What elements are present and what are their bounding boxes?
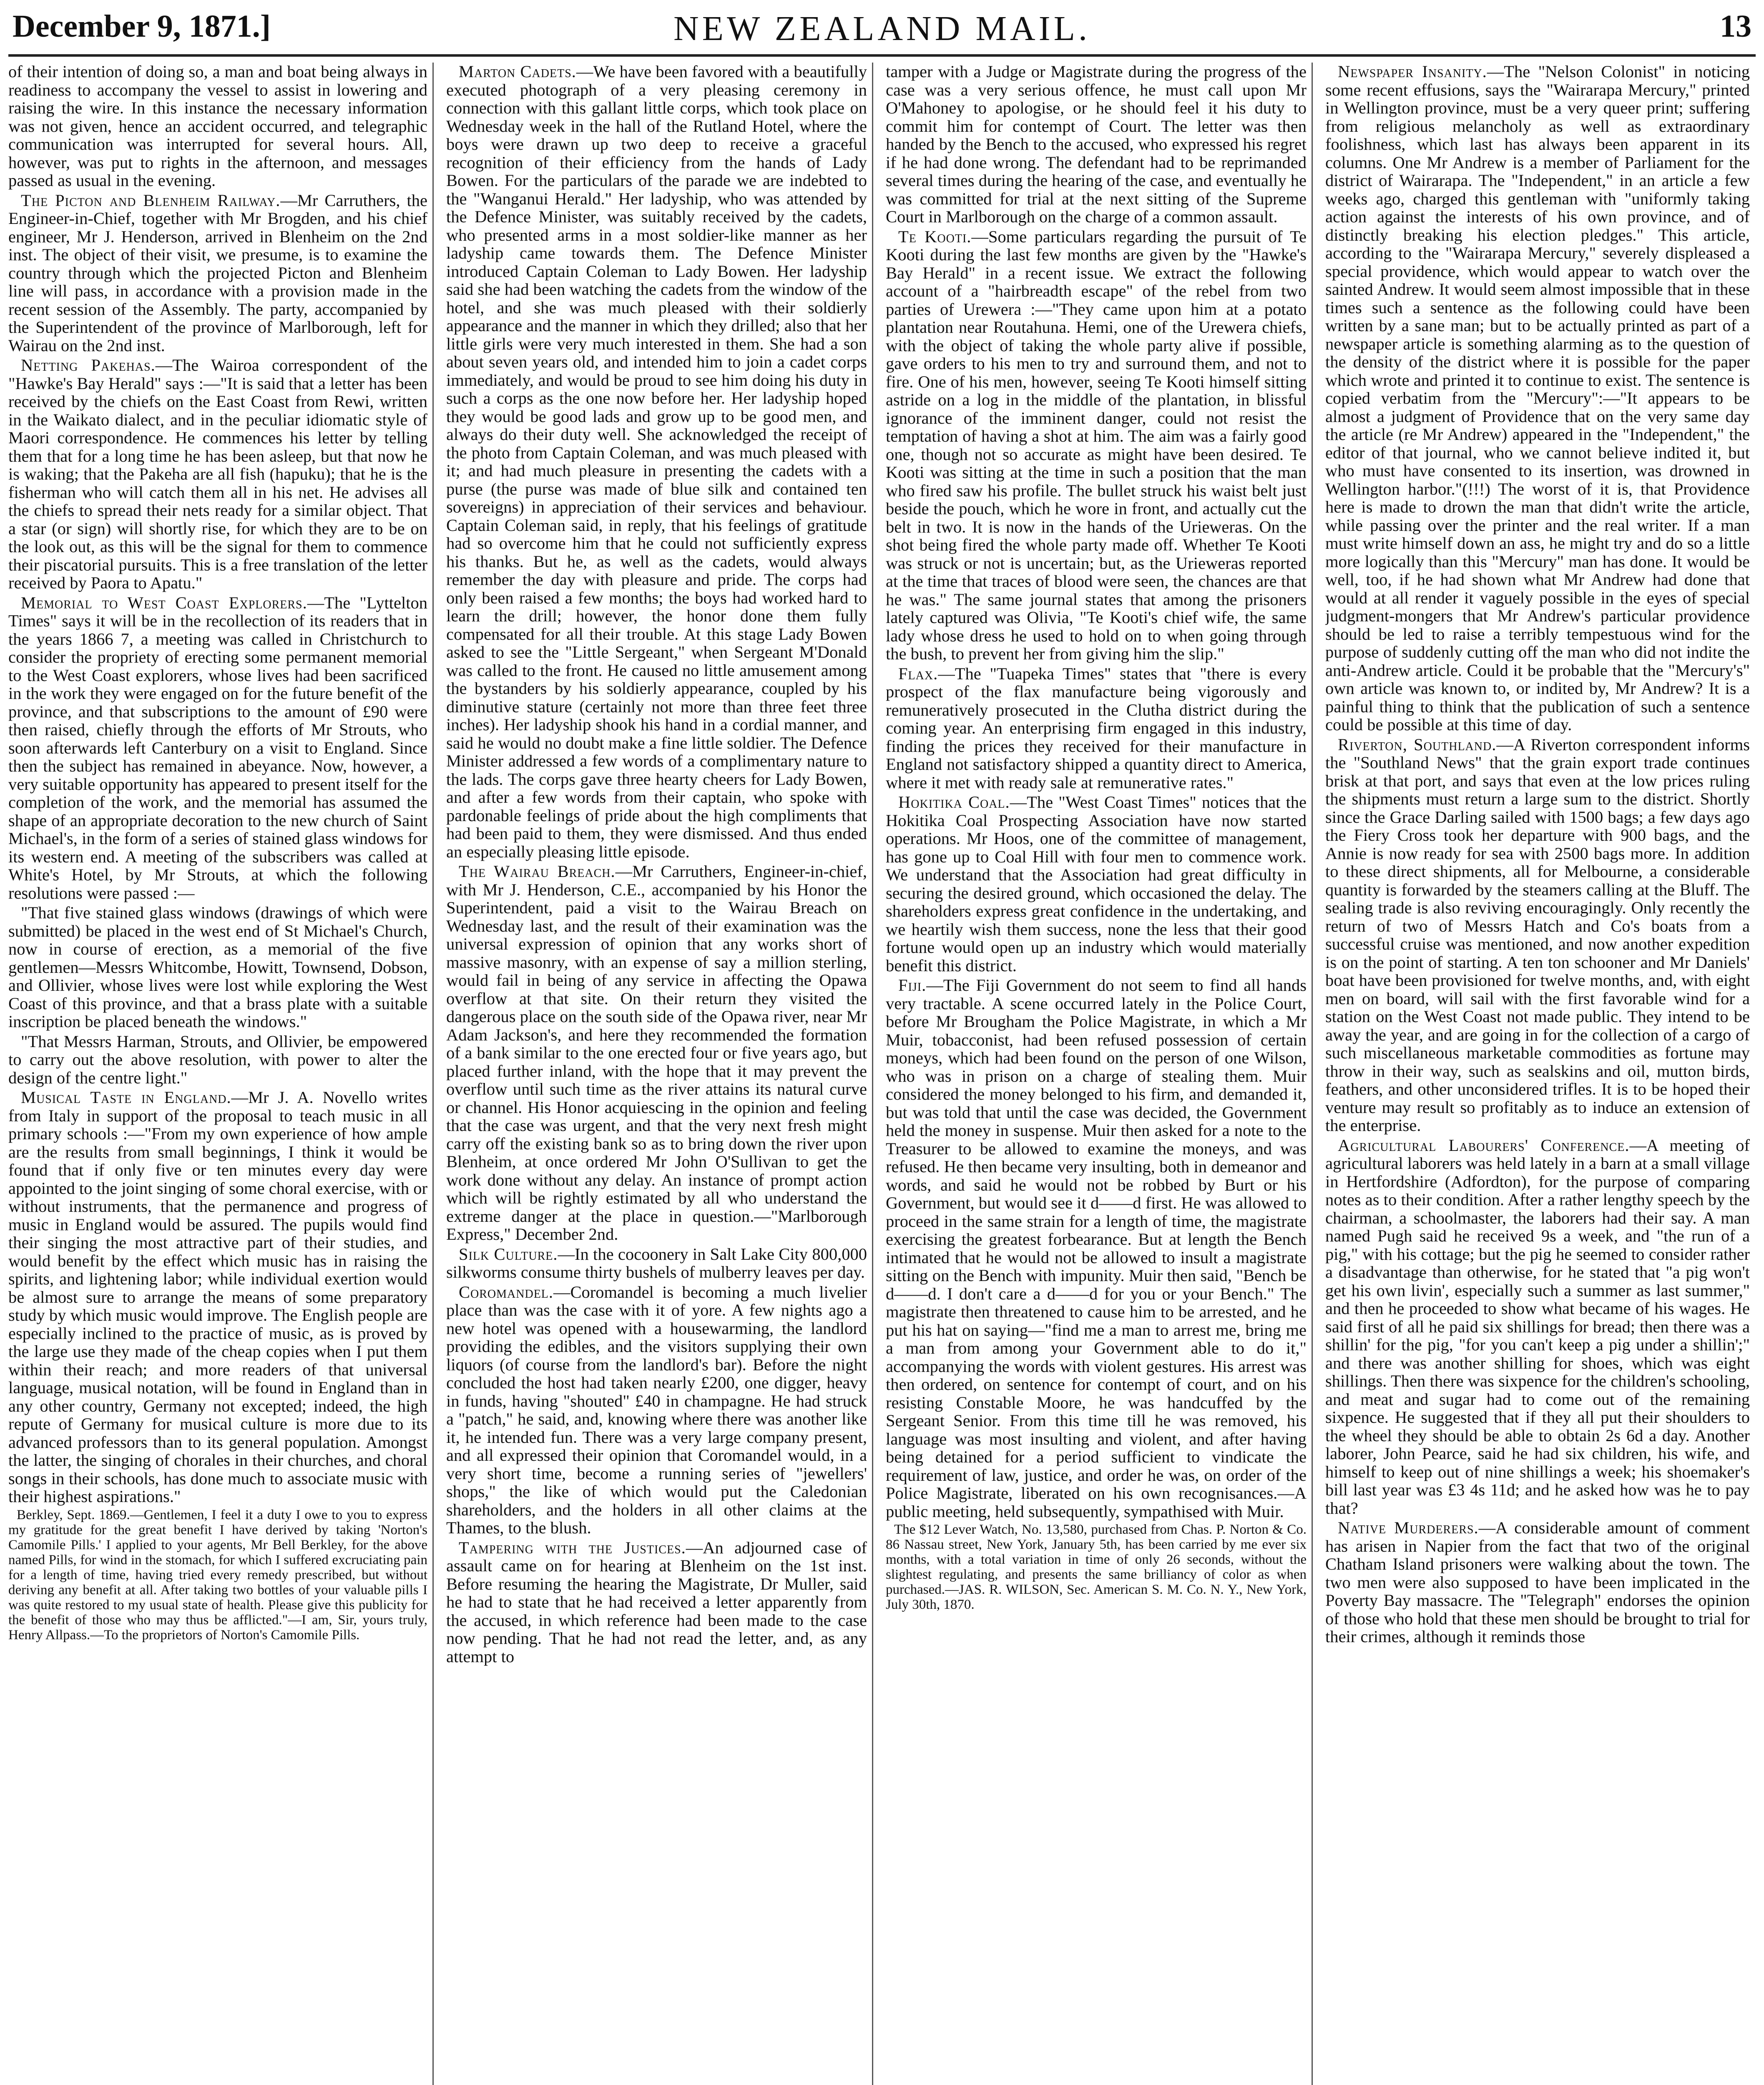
article-heading: Flax. (898, 664, 938, 683)
article-body: —We have been favored with a beautifully executed photograph of a very pleasing ceremony in connection with this gallant little corps, which took place on Wednesday week in the hall of the Rutland Hotel, where the boys were drawn up two deep to receive a graceful recognition of their efficiency from the hands of Lady Bowen. For the particulars of the parade we are indebted to the "Wanganui Herald." Her ladyship, who was attended by the Defence Minister, was suitably received by the cadets, who presented arms in a most soldier-like manner as her ladyship came towards them. The Defence Minister introduced Captain Coleman to Lady Bowen. Her ladyship said she had been watching the cadets from the window of the hotel, and she was much pleased with their soldierly appearance and the manner in which they drilled; also that her little girls were very much interested in them. She had a son about seven years old, and intended him to join a cadet corps immediately, and would be proud to see him doing his duty in such a corps as the one now before her. Her ladyship hoped they would be good lads and grow up to be good men, and always do their duty well. She acknowledged the receipt of the photo from Captain Coleman, and was much pleased with it; and had much pleasure in presenting the cadets with a purse (the purse was made of blue silk and contained ten sovereigns) in appreciation of their services and behaviour. Captain Coleman said, in reply, that his feelings of gratitude had so overcome him that he could not sufficiently express his thanks. But he, as well as the cadets, would always remember the day with pleasure and pride. The corps had only been raised a few months; the boys had worked hard to learn the drill; however, the honor done them fully compensated for all their trouble. At this stage Lady Bowen asked to see the "Little Sergeant," when Sergeant M'Donald was called to the front. He caused no little amusement among the bystanders by his soldierly appearance, coupled by his diminutive stature (certainly not more than three feet three inches). Her ladyship shook his hand in a cordial manner, and said he would no doubt make a fine little soldier. The Defence Minister addressed a few words of a complimentary nature to the lads. The corps gave three hearty cheers for Lady Bowen, and after a few words from their captain, who spoke with pardonable feelings of pride about the high compliments that had been paid to them, they were dismissed. And thus ended an especially pleasing little episode. (446, 63, 867, 861)
article-tampering-justices (446, 1539, 867, 1666)
article-te-kooti (886, 228, 1307, 663)
masthead (13, 8, 1751, 50)
article-body: —In the cocoonery in Salt Lake City 800,000 silkworms consume thirty bushels of mulberry leaves per day. (446, 1244, 867, 1281)
article-heading: Fiji. (898, 976, 927, 995)
article-body: —A Riverton correspondent informs the "Southland News" that the grain export trade continues brisk at that port, and says that even at the low prices ruling the shipments must return a large sum to the district. Shortly since the Grace Darling sailed with 1500 bags; a few days ago the Fiery Cross took her departure with 900 bags, and the Annie is now ready for sea with 2500 bags more. In addition to these direct shipments, all for Melbourne, a considerable quantity is forwarded by the steamers calling at the Bluff. The sealing trade is also reviving encouragingly. Only recently the return of two of Messrs Hatch and Co's boats from a successful cruise was mentioned, and now another expedition is on the point of starting. A ten ton schooner and Mr Daniels' boat have been provisioned for twelve months, and, with eight men on board, will sail with the first favorable wind for a station on the West Coast not made public. They intend to be away the year, and are going in for the collection of a cargo of such miscellaneous marketable commodities as fortune may throw in their way, such as sealskins and oil, mutton birds, feathers, and other unconsidered trifles. It is to be hoped their venture may result so profitably as to induce an extension of the enterprise. (1325, 735, 1750, 1135)
article-heading: Te Kooti. (898, 227, 972, 246)
article-columns (8, 63, 1756, 2085)
newspaper-title: NEW ZEALAND MAIL. (673, 9, 1091, 48)
article-body: —The "Lyttelton Times" says it will be in the recollection of its readers that in the years 1866 7, a meeting was called in Christchurch to consider the propriety of erecting some permanent memorial to the West Coast explorers, whose lives had been sacrificed in the work they were engaged on for the future benefit of the province, and that subscriptions to the amount of £90 were then raised, chiefly through the efforts of Mr Strouts, who soon afterwards left Canterbury on a visit to England. Since then the subject has remained in abeyance. Now, however, a very suitable opportunity has appeared to present itself for the completion of the work, and the memorial has assumed the shape of an appropriate decoration to the new church of Saint Michael's, in the form of a series of stained glass windows for its western end. A meeting of the subscribers was called at White's Hotel, by Mr Strouts, at which the following resolutions were passed :— (8, 593, 427, 902)
article-heading: Riverton, Southland. (1338, 735, 1497, 754)
article-heading: Coromandel. (459, 1282, 554, 1301)
article-heading: The Picton and Blenheim Railway. (21, 191, 281, 210)
article-marton-cadets (446, 63, 867, 861)
article-body: —Mr Carruthers, the Engineer-in-Chief, together with Mr Brogden, and his chief engineer, Mr J. Henderson, arrived in Blenheim on the 2nd inst. The object of their visit, we presume, is to examine the country through which the projected Picton and Blenheim line will pass, in accordance with a provision made in the recent session of the Assembly. The party, accompanied by the Superintendent of the province of Marlborough, left for Wairau on the 2nd inst. (8, 191, 427, 355)
article-heading: Silk Culture. (459, 1244, 558, 1264)
article-heading: Netting Pakehas. (21, 356, 156, 374)
issue-date: December 9, 1871.] (13, 9, 271, 44)
article-heading: Tampering with the Justices. (459, 1538, 686, 1557)
article-heading: Newspaper Insanity. (1338, 63, 1487, 81)
article-heading: Musical Taste in England. (21, 1088, 231, 1107)
resolution-quote: "That Messrs Harman, Strouts, and Ollivier, be empowered to carry out the above resolution, with power to alter the design of the centre light." (8, 1032, 427, 1087)
page-number: 13 (1720, 9, 1751, 44)
article-heading: Memorial to West Coast Explorers. (21, 593, 307, 612)
article-body: —The "Tuapeka Times" states that "there is every prospect of the flax manufacture being vigorously and remuneratively prosecuted in the Clutha district during the coming year. An enterprising firm engaged in this industry, finding the prices they received for their manufacture in England not satisfactory shipped a quantity direct to America, where it met with ready sale at remunerative rates." (886, 664, 1307, 792)
article-wairau-breach (446, 862, 867, 1243)
article-coromandel (446, 1283, 867, 1537)
article-hokitika-coal (886, 793, 1307, 975)
article-paragraph: of their intention of doing so, a man and boat being always in readiness to accompany the vessel to assist in lowering and raising the wire. In this instance the necessary information was not given, hence an accident occurred, and telegraphic communication was interrupted for several hours. All, however, was put to rights in the afternoon, and messages passed as usual in the evening. (8, 63, 427, 190)
article-heading: Agricultural Labourers' Conference. (1338, 1135, 1630, 1155)
column-1 (8, 63, 434, 2085)
article-body: —Coromandel is becoming a much livelier place than was the case with it of yore. A few nights ago a new hotel was opened with a housewarming, the landlord providing the edibles, and the visitors supplying their own liquors (of course from the landlord's bar). Before the night concluded the host had taken nearly £200, one digger, heavy in funds, having "shouted" £40 in champagne. He had struck a "patch," he said, and, knowing where there was another like it, he intended fun. There was a very large company present, and all expressed their opinion that Coromandel would, in a very short time, become a running series of "jewellers' shops," the like of which would put the Caledonian shareholders, and the holders in all other claims at the Thames, to the blush. (446, 1282, 867, 1537)
article-riverton-southland (1325, 736, 1750, 1135)
article-heading: Native Murderers. (1338, 1518, 1479, 1537)
article-heading: Hokitika Coal. (898, 793, 1010, 811)
article-musical-taste (8, 1088, 427, 1506)
article-body: —An adjourned case of assault came on for hearing at Blenheim on the 1st inst. Before resuming the hearing the Magistrate, Dr Muller, said he had to state that he had received a letter apparently from the accused, in which reference had been made to the case now pending. That he had not read the letter, and, as any attempt to (446, 1538, 867, 1666)
article-heading: The Wairau Breach. (459, 862, 616, 881)
masthead-rule (8, 54, 1756, 57)
article-agricultural-labourers (1325, 1136, 1750, 1517)
column-4 (1325, 63, 1755, 2085)
article-body: —The "West Coast Times" notices that the Hokitika Coal Prospecting Association have now started operations. Mr Hoos, one of the committee of management, has gone up to Coal Hill with four men to commence work. We understand that the Association had great difficulty in securing the desired ground, which occasioned the delay. The shareholders express great confidence in the undertaking, and we heartily wish them success, none the less that their good fortune would open up an industry which would materially benefit this district. (886, 793, 1307, 975)
article-heading: Marton Cadets. (459, 63, 576, 81)
article-flax (886, 665, 1307, 792)
advertisement-lever-watch: The $12 Lever Watch, No. 13,580, purchased from Chas. P. Norton & Co. 86 Nassau street, New York, January 5th, has been carried by me ever six months, with a total variation in time of only 26 seconds, without the slightest regulating, and presents the same brilliancy of color as when purchased.—JAS. R. WILSON, Sec. American S. M. Co. N. Y., New York, July 30th, 1870. (886, 1522, 1307, 1612)
article-silk-culture (446, 1245, 867, 1281)
article-native-murderers (1325, 1519, 1750, 1646)
article-newspaper-insanity (1325, 63, 1750, 734)
article-body: —The Fiji Government do not seem to find all hands very tractable. A scene occurred lately in the Police Court, before Mr Brougham the Police Magistrate, in which a Mr Muir, tobacconist, had been refused possession of certain moneys, which had been found on the person of one Wilson, who was in prison on a charge of stealing them. Muir considered the money belonged to his firm, and demanded it, but was told that until the case was decided, the Government held the money in suspense. Muir then asked for a note to the Treasurer to be allowed to examine the moneys, and was refused. He then became very insulting, both in demeanor and words, and said he would not be robbed by Burt or his Government, but would see it d——d first. He was allowed to proceed in the same strain for a length of time, the magistrate exercising the greatest forbearance. But at length the Bench intimated that he would not be allowed to insult a magistrate sitting on the Bench with impunity. Muir then said, "Bench be d——d. I don't care a d——d for you or your Bench." The magistrate then threatened to cause him to be arrested, and he put his hat on saying—"find me a man to arrest me, bring me a man from among your Government able to do it," accompanying the words with violent gestures. His arrest was then ordered, on sentence for contempt of court, and on his resisting Constable Moore, he was handcuffed by the Sergeant Senior. From this time till he was removed, his language was most insulting and violent, and after having being detained for a period sufficient to vindicate the requirement of law, justice, and order he was, on order of the Police Magistrate, liberated on his own recognisances.—A public meeting, held subsequently, sympathised with Muir. (886, 976, 1307, 1521)
article-paragraph: tamper with a Judge or Magistrate during the progress of the case was a very serious offence, he must call upon Mr O'Mahoney to apologise, or he should feel it his duty to commit him for contempt of Court. The letter was then handed by the Bench to the accused, who expressed his regret if he had done wrong. The defendant had to be reprimanded several times during the hearing of the case, and eventually he was committed for trial at the next sitting of the Supreme Court in Marlborough on the charge of a common assault. (886, 63, 1307, 226)
article-picton-blenheim-railway (8, 191, 427, 355)
column-2 (446, 63, 873, 2085)
article-body: —A considerable amount of comment has arisen in Napier from the fact that two of the original Chatham Island prisoners were walking about the town. The two men were also supposed to have been implicated in the Poverty Bay massacre. The "Telegraph" endorses the opinion of those who hold that these men should be brought to trial for their crimes, although it reminds those (1325, 1518, 1750, 1646)
article-body: —Mr J. A. Novello writes from Italy in support of the proposal to teach music in all primary schools :—"From my own experience of how ample are the results from small beginnings, I think it would be found that if only five or ten minutes every day were appointed to the joint singing of some choral exercise, with or without instruments, that the permanence and progress of music in England would be assured. The pupils would find their singing the most attractive part of their studies, and would benefit by the effect which music has in raising the spirits, and lightening labor; while individual exertion would be almost sure to arrange the means of some preparatory study by which music would improve. The English people are especially inclined to the practice of music, as is proved by the large use they made of the cheap copies when I put them within their reach; and more readers of that universal language, musical notation, will be found in England than in any other country, Germany not excepted; indeed, the high repute of Germany for musical culture is more due to its advanced professors than to its general population. Amongst the latter, the singing of chorales in their churches, and choral songs in their schools, has done much to associate music with their highest aspirations." (8, 1088, 427, 1506)
resolution-quote: "That five stained glass windows (drawings of which were submitted) be placed in the west end of St Michael's Church, now in course of erection, as a memorial of the five gentlemen—Messrs Whitcombe, Howitt, Townsend, Dobson, and Ollivier, whose lives were lost while exploring the West Coast of this province, and that a brass plate with a suitable inscription be placed beneath the windows." (8, 903, 427, 1031)
article-fiji (886, 976, 1307, 1520)
article-west-coast-memorial (8, 594, 427, 902)
article-netting-pakehas (8, 356, 427, 592)
advertisement-camomile-pills: Berkley, Sept. 1869.—Gentlemen, I feel it a duty I owe to you to express my gratitude for the great benefit I have derived by taking 'Norton's Camomile Pills.' I applied to your agents, Mr Bell Berkley, for the above named Pills, for wind in the stomach, for which I suffered excruciating pain for a length of time, having tried every remedy prescribed, but without deriving any benefit at all. After taking two bottles of your valuable pills I was quite restored to my usual state of health. Please give this publicity for the benefit of those who may thus be afflicted."—I am, Sir, yours truly, Henry Allpass.—To the proprietors of Norton's Camomile Pills. (8, 1507, 427, 1643)
article-body: —A meeting of agricultural laborers was held lately in a barn at a small village in Hertfordshire (Adfordton), for the purpose of comparing notes as to their condition. After a rather lengthy speech by the chairman, a schoolmaster, the laborers had their say. A man named Pugh said he received 9s a week, and "the run of a pig," with his cottage; but the pig he seemed to consider rather a disadvantage than otherwise, for he stated that "a pig won't get his own livin', especially such a summer as last summer," and then he proceeded to show what became of his wages. He said first of all he paid six shillings for bread; then there was a shillin' for the pig, "for you can't keep a pig under a shillin';" and there was another shilling for shoes, which was eight shillings. Then there was sixpence for the children's schooling, and meat and sugar had to come out of the remaining sixpence. He suggested that if they all put their shoulders to the wheel they should be able to obtain 2s 6d a day. Another laborer, John Pearce, said he had six children, his wife, and himself to keep out of nine shillings a week; his shoemaker's bill last year was £3 4s 11d; and he asked how was he to pay that? (1325, 1135, 1750, 1517)
column-3 (886, 63, 1313, 2085)
article-body: —Some particulars regarding the pursuit of Te Kooti during the last few months are given by the "Hawke's Bay Herald" in a recent issue. We extract the following account of a "hairbreadth escape" of the rebel from two parties of Urewera :—"They came upon him at a potato plantation near Routahuna. Hemi, one of the Urewera chiefs, with the object of taking the whole party alive if possible, gave orders to his men to try and surround them, and not to fire. One of his men, however, seeing Te Kooti himself sitting astride on a log in the middle of the plantation, in blissful ignorance of the imminent danger, could not resist the temptation of having a shot at him. The aim was a fairly good one, though not so accurate as might have been desired. Te Kooti was sitting at the time in such a position that the man who fired saw his profile. The bullet struck his waist belt just beside the pouch, which he wore in front, and actually cut the belt in two. It is now in the hands of the Urieweras. On the shot being fired the whole party made off. Whether Te Kooti was struck or not is uncertain; but, as the Urieweras reported at the time that traces of blood were seen, the chances are that he was." The same journal states that among the prisoners lately captured was Olivia, "Te Kooti's chief wife, the same lady whose dress he used to hold on to when going through the bush, to prevent her from giving him the slip." (886, 227, 1307, 663)
article-body: —The Wairoa correspondent of the "Hawke's Bay Herald" says :—"It is said that a letter has been received by the chiefs on the East Coast from Rewi, written in the Waikato dialect, and in the peculiar idiomatic style of Maori correspondence. He commences his letter by telling them that for a long time he has been asleep, but that now he is waking; that the Pakeha are all fish (hapuku); that he is the fisherman who will catch them all in his net. He advises all the chiefs to spread their nets ready for a similar object. That a star (or sign) will shortly rise, for which they are to be on the look out, as this will be the signal for them to commence their piscatorial pursuits. This is a free translation of the letter received by Paora to Apatu." (8, 356, 427, 592)
article-body: —The "Nelson Colonist" in noticing some recent effusions, says the "Wairarapa Mercury," printed in Wellington province, must be a very queer print; suffering from religious melancholy as well as extraordinary foolishness, which last has always been apparent in its columns. One Mr Andrew is a member of Parliament for the district of Wairarapa. The "Independent," in an article a few weeks ago, charged this gentleman with "uniformly taking action against the interests of his own province, and of distinctly breaking his election pledges." This article, according to the "Wairarapa Mercury," severely displeased a special providence, which would appear to watch over the sainted Andrew. It would seem almost impossible that in these times such a sentence as the following could have been written by a sane man; but to be actually printed as part of a newspaper article is something alarming as to the question of the density of the district where it is possible for the paper which wrote and printed it to continue to exist. The sentence is copied verbatim from the "Mercury":—"It appears to be almost a judgment of Providence that on the very same day the article (re Mr Andrew) appeared in the "Independent," the editor of that journal, who we cannot believe indited it, but who must have consented to its insertion, was drowned in Wellington harbor."(!!!) The worst of it is, that Providence here is made to drown the man that didn't write the article, while passing over the printer and the real writer. If a man must write himself down an ass, he might try and do so a little more logically than this "Mercury" man has done. It would be well, too, if he had shown what Mr Andrew had done that would at all render it vaguely possible in the eyes of special judgment-mongers that Mr Andrew's particular providence should be led to raise a terribly tempestuous wind for the purpose of suddenly cutting off the man who did not indite the anti-Andrew article. Could it be probable that the "Mercury's" own article was known to, or indited by, Mr Andrew? It is a painful thing to think that the publication of such a sentence could be possible at this time of day. (1325, 63, 1750, 734)
article-body: —Mr Carruthers, Engineer-in-chief, with Mr J. Henderson, C.E., accompanied by his Honor the Superintendent, paid a visit to the Wairau Breach on Wednesday last, and the result of their examination was the universal expression of opinion that any works short of massive masonry, with an expense of say a million sterling, would fail in being of any service in affecting the Opawa overflow at that site. On their return they visited the dangerous place on the south side of the Opawa river, near Mr Adam Jackson's, and here they recommended the formation of a bank similar to the one erected four or five years ago, but placed further inland, with the hope that it may prevent the overflow until such time as the river attains its natural curve or channel. His Honor acquiescing in the opinion and feeling that the case was urgent, and that the very next fresh might carry off the existing bank so as to bring down the river upon Blenheim, at once ordered Mr John O'Sullivan to get the work done without any delay. An instance of prompt action which will be rightly estimated by all who understand the extreme danger at the place in question.—"Marlborough Express," December 2nd. (446, 862, 867, 1243)
